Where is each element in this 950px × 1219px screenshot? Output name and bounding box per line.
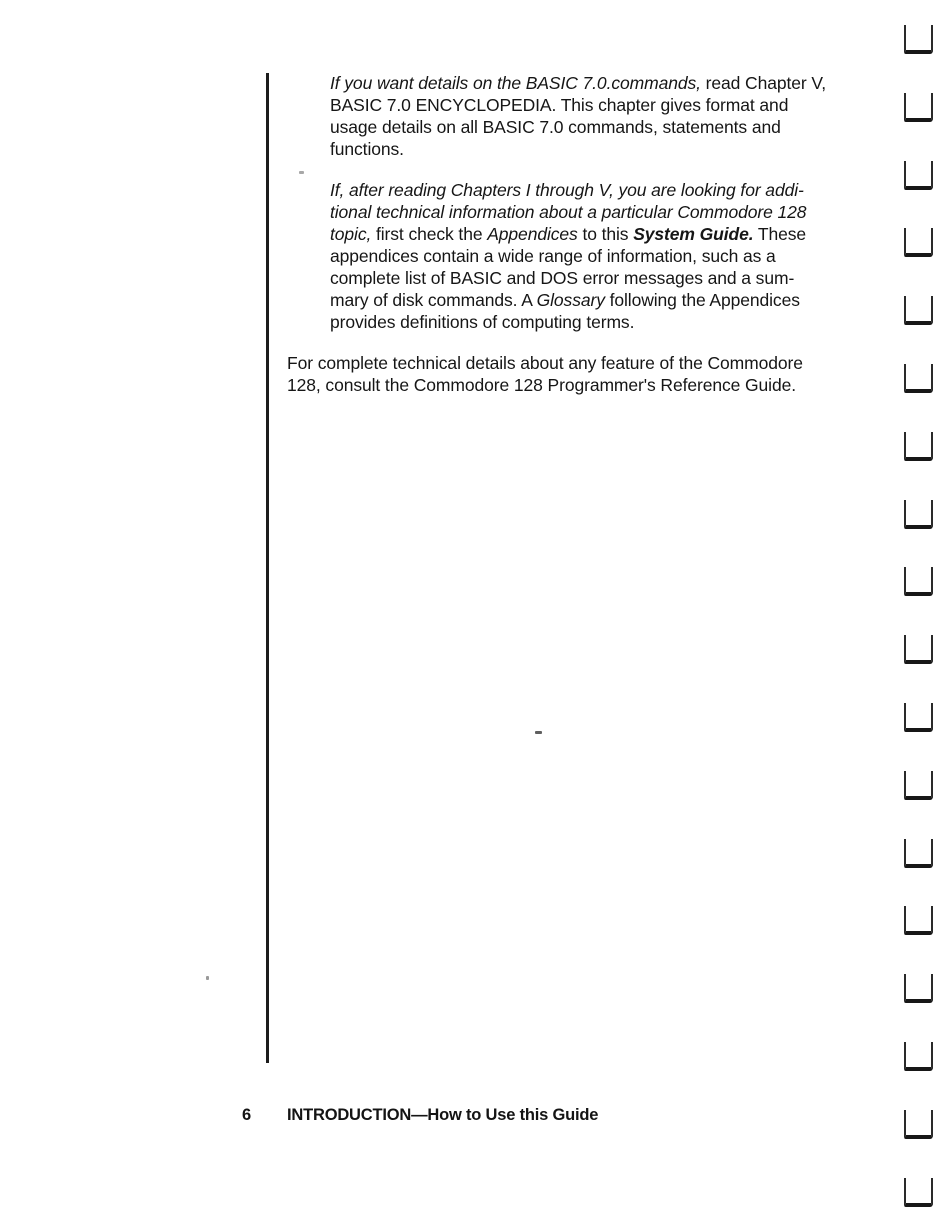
text-line [330, 245, 950, 267]
text-line [330, 138, 950, 160]
binding-hole-icon [904, 703, 933, 732]
para-appendices [330, 179, 950, 333]
text-segment: These [753, 224, 807, 244]
binding-hole-icon [904, 839, 933, 868]
text-segment: 128, consult the Commodore 128 Programmer's Reference Guide. [287, 375, 796, 395]
text-line [330, 289, 950, 311]
text-segment: to this [577, 224, 634, 244]
footer-title: INTRODUCTION—How to Use this Guide [287, 1106, 599, 1124]
text-segment: tional technical information about a particular Commodore 128 [330, 202, 807, 222]
text-line [330, 201, 950, 223]
text-line [330, 94, 950, 116]
page-number: 6 [242, 1106, 252, 1124]
text-segment: complete list of BASIC and DOS error messages and a sum- [330, 268, 795, 288]
text-segment: functions. [330, 139, 404, 159]
text-segment: For complete technical details about any feature of the Commodore [287, 353, 803, 373]
text-segment: topic, [330, 224, 372, 244]
binding-hole-icon [904, 567, 933, 596]
text-segment: provides definitions of computing terms. [330, 312, 635, 332]
text-line [330, 179, 950, 201]
binding-hole-icon [904, 635, 933, 664]
binding-hole-icon [904, 974, 933, 1003]
binding-hole-icon [904, 432, 933, 461]
text-segment: BASIC 7.0 ENCYCLOPEDIA. This chapter gives format and [330, 95, 789, 115]
para-programmers-reference [287, 352, 950, 396]
text-segment: System Guide. [633, 224, 754, 244]
text-segment: Glossary [536, 290, 605, 310]
page-footer [0, 1106, 950, 1130]
text-line [287, 352, 950, 374]
binding-hole-icon [904, 500, 933, 529]
text-segment: Appendices [487, 224, 578, 244]
text-segment: If, after reading Chapters I through V, you are looking for addi- [330, 180, 804, 200]
binding-hole-icon [904, 25, 933, 54]
text-line [330, 223, 950, 245]
text-segment: If you want details on the BASIC 7.0.commands, [330, 73, 701, 93]
text-line [330, 72, 950, 94]
text-line [330, 311, 950, 333]
binding-hole-icon [904, 1178, 933, 1207]
scan-speck [299, 171, 304, 174]
text-segment: mary of disk commands. A [330, 290, 537, 310]
scan-speck [206, 976, 209, 980]
text-line [330, 267, 950, 289]
text-segment: usage details on all BASIC 7.0 commands, statements and [330, 117, 781, 137]
text-line [287, 374, 950, 396]
body-text [0, 72, 950, 415]
text-line [330, 116, 950, 138]
binding-hole-icon [904, 906, 933, 935]
text-segment: first check the [371, 224, 488, 244]
scan-speck [535, 731, 542, 734]
binding-hole-icon [904, 1042, 933, 1071]
para-basic-encyclopedia [330, 72, 950, 160]
text-segment: appendices contain a wide range of information, such as a [330, 246, 776, 266]
binding-hole-icon [904, 771, 933, 800]
text-segment: following the Appendices [604, 290, 800, 310]
text-segment: read Chapter V, [700, 73, 827, 93]
